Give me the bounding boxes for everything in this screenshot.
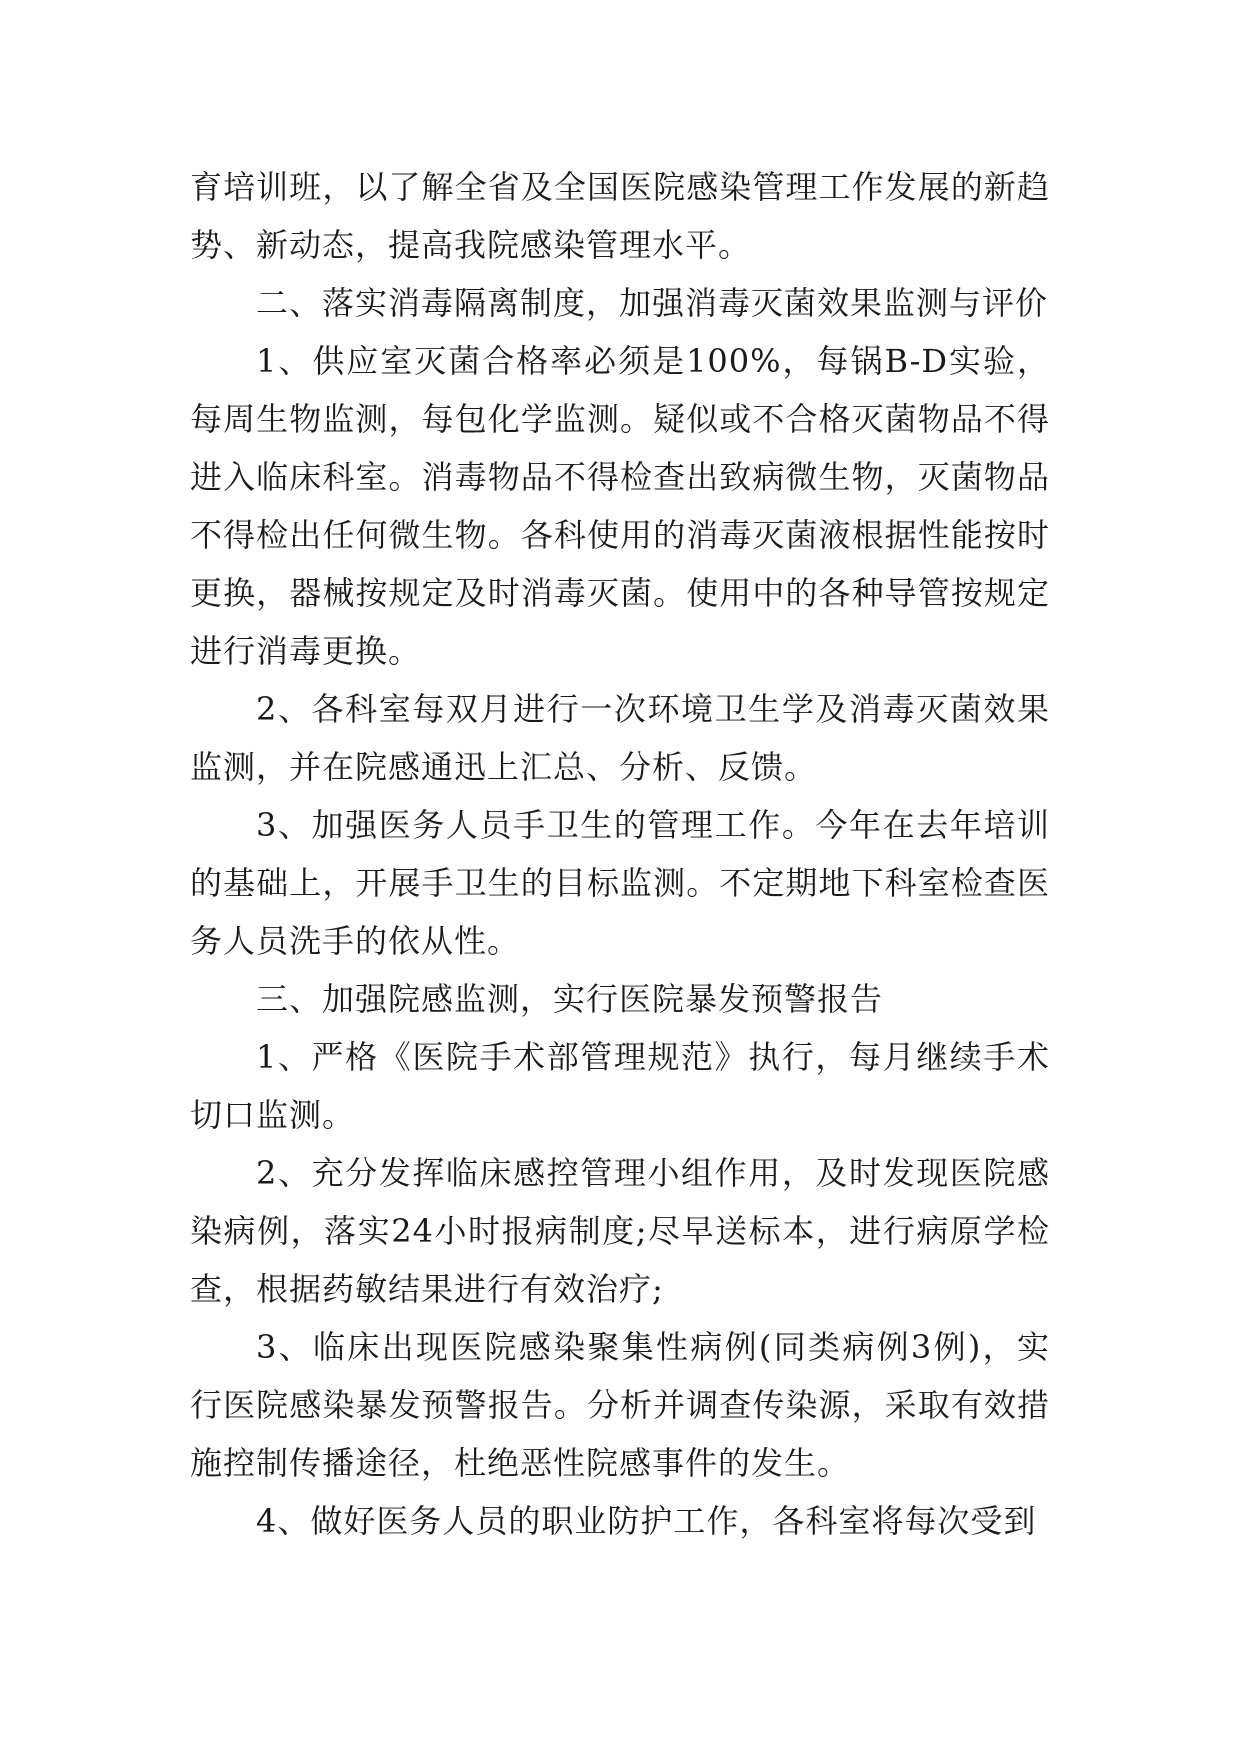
document-body [190,158,1050,1550]
paragraph-3-2: 2、充分发挥临床感控管理小组作用，及时发现医院感染病例，落实24小时报病制度;尽早送标本，进行病原学检查，根据药敏结果进行有效治疗; [190,1154,1050,1308]
section-heading-3: 三、加强院感监测，实行医院暴发预警报告 [256,980,884,1018]
paragraph-3-3: 3、临床出现医院感染聚集性病例(同类病例3例)，实行医院感染暴发预警报告。分析并调查传染源，采取有效措施控制传播途径，杜绝恶性院感事件的发生。 [190,1328,1050,1482]
paragraph-2-2: 2、各科室每双月进行一次环境卫生学及消毒灭菌效果监测，并在院感通迅上汇总、分析、反馈。 [190,690,1050,786]
paragraph-2-1: 1、供应室灭菌合格率必须是100%，每锅B-D实验，每周生物监测，每包化学监测。疑似或不合格灭菌物品不得进入临床科室。消毒物品不得检查出致病微生物，灭菌物品不得检出任何微生物。各科使用的消毒灭菌液根据性能按时更换，器械按规定及时消毒灭菌。使用中的各种导管按规定进行消毒更换。 [190,342,1050,670]
paragraph-2-3: 3、加强医务人员手卫生的管理工作。今年在去年培训的基础上，开展手卫生的目标监测。不定期地下科室检查医务人员洗手的依从性。 [190,806,1050,960]
paragraph-3-1: 1、严格《医院手术部管理规范》执行，每月继续手术切口监测。 [190,1038,1050,1134]
section-heading-2: 二、落实消毒隔离制度，加强消毒灭菌效果监测与评价 [256,284,1049,322]
paragraph-3-4: 4、做好医务人员的职业防护工作，各科室将每次受到 [256,1502,1037,1540]
paragraph-continuation: 育培训班，以了解全省及全国医院感染管理工作发展的新趋势、新动态，提高我院感染管理水平。 [190,168,1050,264]
